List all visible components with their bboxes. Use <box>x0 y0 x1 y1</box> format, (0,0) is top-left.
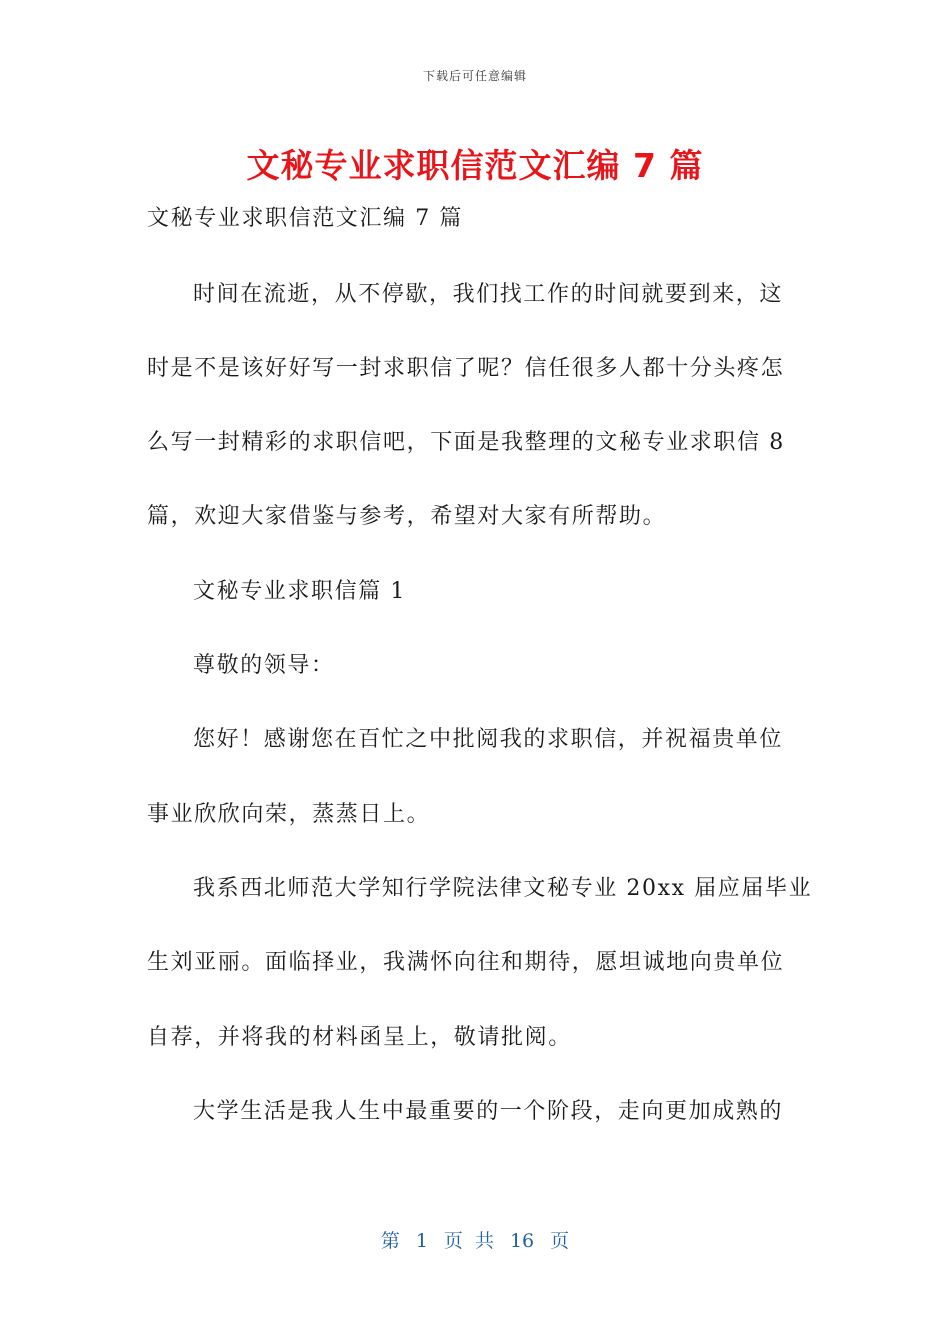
salutation: 尊敬的领导： <box>193 653 335 678</box>
body-text-line: 时是不是该好好写一封求职信了呢？信任很多人都十分头疼怎 <box>147 356 785 381</box>
footer-prefix: 第 <box>380 1230 400 1252</box>
body-text-line: 大学生活是我人生中最重要的一个阶段，走向更加成熟的 <box>193 1099 784 1124</box>
footer-current-page: 1 <box>415 1230 428 1252</box>
footer-middle: 页 共 <box>443 1230 494 1252</box>
header-note: 下载后可任意编辑 <box>422 69 527 83</box>
section-heading: 文秘专业求职信篇 1 <box>193 579 406 604</box>
body-text-line: 事业欣欣向荣，蒸蒸日上。 <box>147 802 431 827</box>
footer-total-pages: 16 <box>509 1230 535 1252</box>
body-text-line: 篇，欢迎大家借鉴与参考，希望对大家有所帮助。 <box>147 504 667 529</box>
document-title: 文秘专业求职信范文汇编 7 篇 <box>246 146 704 185</box>
body-text-line: 自荐，并将我的材料函呈上，敬请批阅。 <box>147 1025 572 1050</box>
body-text-line: 您好！感谢您在百忙之中批阅我的求职信，并祝福贵单位 <box>193 727 784 752</box>
page-number-footer <box>0 1226 950 1253</box>
body-text-line: 时间在流逝，从不停歇，我们找工作的时间就要到来，这 <box>193 282 784 307</box>
body-subtitle-line: 文秘专业求职信范文汇编 7 篇 <box>147 206 463 231</box>
body-text-line: 生刘亚丽。面临择业，我满怀向往和期待，愿坦诚地向贵单位 <box>147 950 785 975</box>
footer-suffix: 页 <box>550 1230 570 1252</box>
body-text-line: 我系西北师范大学知行学院法律文秘专业 20xx 届应届毕业 <box>193 876 813 901</box>
body-text-line: 么写一封精彩的求职信吧，下面是我整理的文秘专业求职信 8 <box>147 430 785 455</box>
